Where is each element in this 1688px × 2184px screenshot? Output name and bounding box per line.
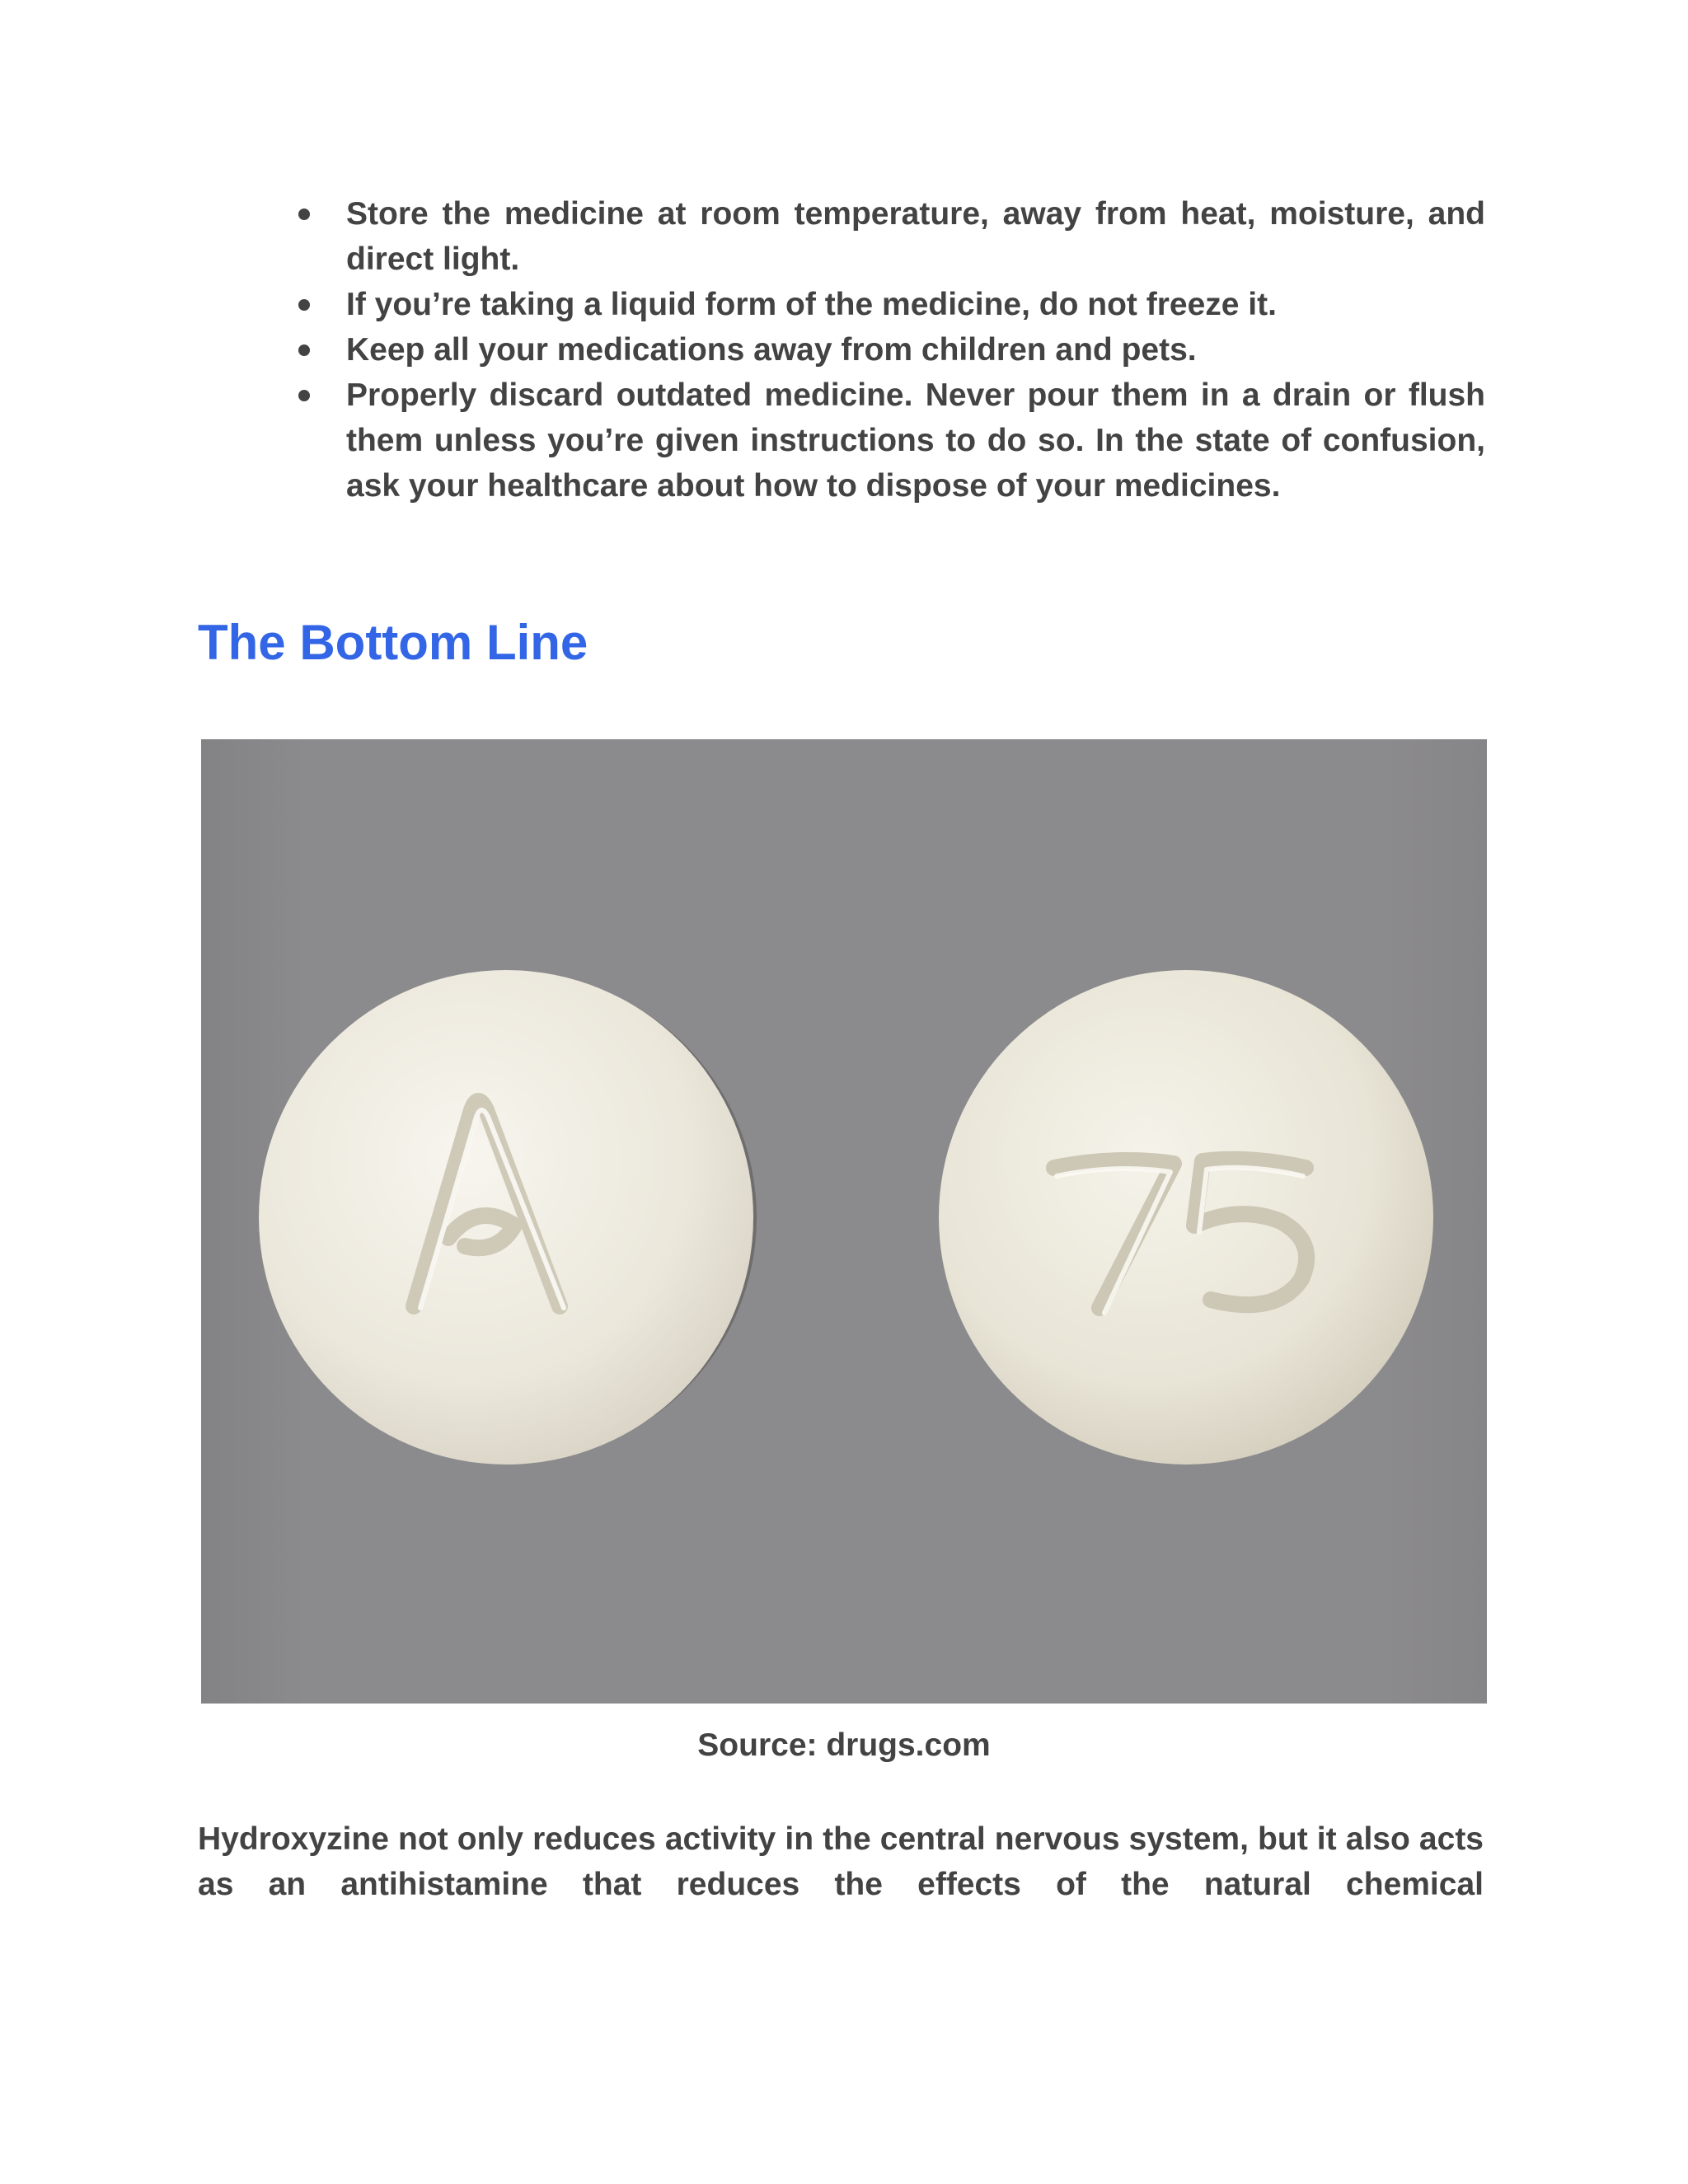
bullet-icon	[298, 390, 310, 401]
bullet-icon	[298, 344, 310, 356]
list-item-text: Store the medicine at room temperature, away from heat, moisture, and direct light.	[346, 196, 1485, 277]
bullet-icon	[298, 209, 310, 220]
pill-right	[939, 970, 1433, 1465]
list-item	[298, 327, 1485, 373]
storage-tips-list	[298, 191, 1485, 509]
body-paragraph: Hydroxyzine not only reduces activity in the central nervous system, but it also acts as an antihistamine that reduces the effects of the natural chemical	[198, 1821, 1484, 1902]
list-item-text: If you’re taking a liquid form of the medicine, do not freeze it.	[346, 287, 1277, 322]
list-item	[298, 373, 1485, 509]
list-item	[298, 282, 1485, 327]
list-item	[298, 191, 1485, 282]
image-caption: Source: drugs.com	[697, 1727, 991, 1763]
list-item-text: Keep all your medications away from children and pets.	[346, 332, 1197, 368]
bullet-icon	[298, 299, 310, 311]
list-item-text: Properly discard outdated medicine. Never pour them in a drain or flush them unless you’re given instructions to do so. In the state of confusion, ask your healthcare about how to dispose of your medicines.	[346, 377, 1485, 504]
section-heading: The Bottom Line	[198, 615, 588, 670]
pill-photo	[201, 739, 1487, 1704]
